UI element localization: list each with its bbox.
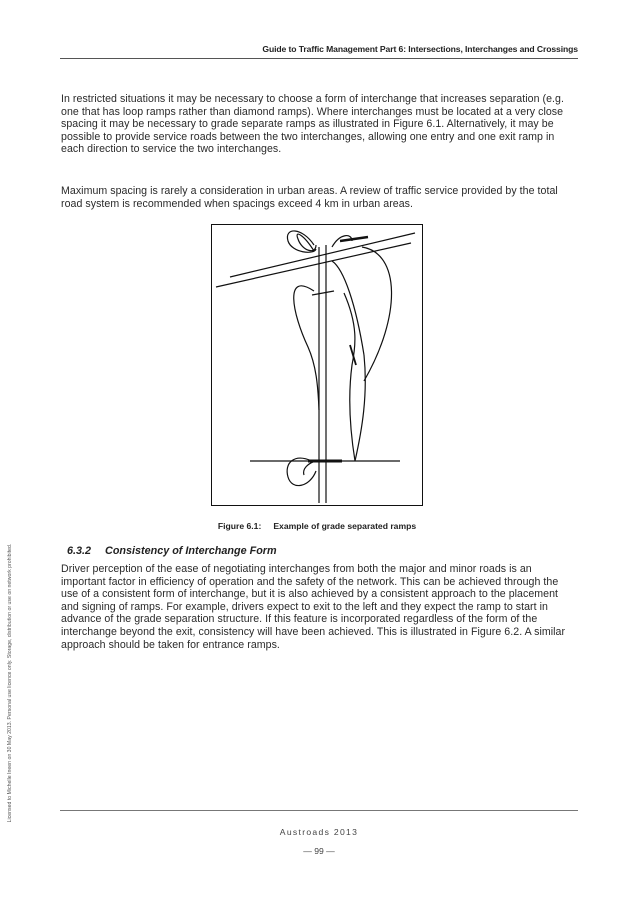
section-number: 6.3.2 — [67, 545, 92, 557]
figure-number: Figure 6.1: — [217, 521, 262, 531]
paragraph-consistency: Driver perception of the ease of negotiating interchanges from both the major and minor roads is an important factor in efficiency of operation and the safety of the network. This can be achieved through the use of a consistent form of interchange, but it is also achieved by a consistent approach to the placement and signing of ramps. For example, drivers expect to exit to the left and they expect the ramp to start in advance of the grade separation structure. If this feature is incorporated regardless of the form of the interchange beyond the exit, consistency will have been achieved. This is illustrated in Figure 6.2. A similar approach should be taken for entrance ramps. — [61, 563, 566, 651]
paragraph-maximum-spacing: Maximum spacing is rarely a consideration in urban areas. A review of traffic service provided by the total road system is recommended when spacings exceed 4 km in urban areas. — [61, 185, 558, 210]
section-heading — [67, 545, 277, 557]
bottom-left-ramp — [304, 461, 316, 475]
footer-organization: Austroads 2013 — [279, 827, 359, 837]
right-ramp-outer — [344, 293, 355, 461]
top-left-ramp — [287, 231, 316, 252]
right-exit-ramp — [362, 247, 392, 381]
header-divider — [60, 58, 578, 59]
major-road-upper — [230, 233, 415, 277]
overpass-tick-1 — [312, 291, 334, 295]
figure-caption — [211, 521, 423, 531]
section-title: Consistency of Interchange Form — [105, 545, 277, 557]
running-header: Guide to Traffic Management Part 6: Intersections, Interchanges and Crossings — [262, 44, 578, 54]
right-ramp-curve — [355, 355, 365, 461]
page-number: — 99 — — [303, 846, 335, 856]
licence-watermark: Licensed to Michelle Ineen on 30 May 2013. Personal use licence only. Storage, distribution or use on network prohibited. — [7, 543, 13, 823]
footer-divider — [60, 810, 578, 811]
overpass-tick-3 — [340, 237, 368, 241]
paragraph-interchange-separation: In restricted situations it may be necessary to choose a form of interchange that increases separation (e.g. one that has loop ramps rather than diamond ramps). Where interchanges must be located at a very close spacing it may be necessary to grade separate ramps as illustrated in Figure 6.1. Alternatively, it may be possible to provide service roads between the two interchanges, allowing one entry and one exit ramp in each direction to service the two interchanges. — [61, 93, 564, 156]
left-exit-ramp — [294, 286, 319, 410]
figure-6-1-diagram — [211, 224, 423, 506]
right-ramp-inner — [332, 261, 364, 355]
interchange-diagram — [212, 225, 421, 504]
figure-title: Example of grade separated ramps — [273, 521, 417, 531]
